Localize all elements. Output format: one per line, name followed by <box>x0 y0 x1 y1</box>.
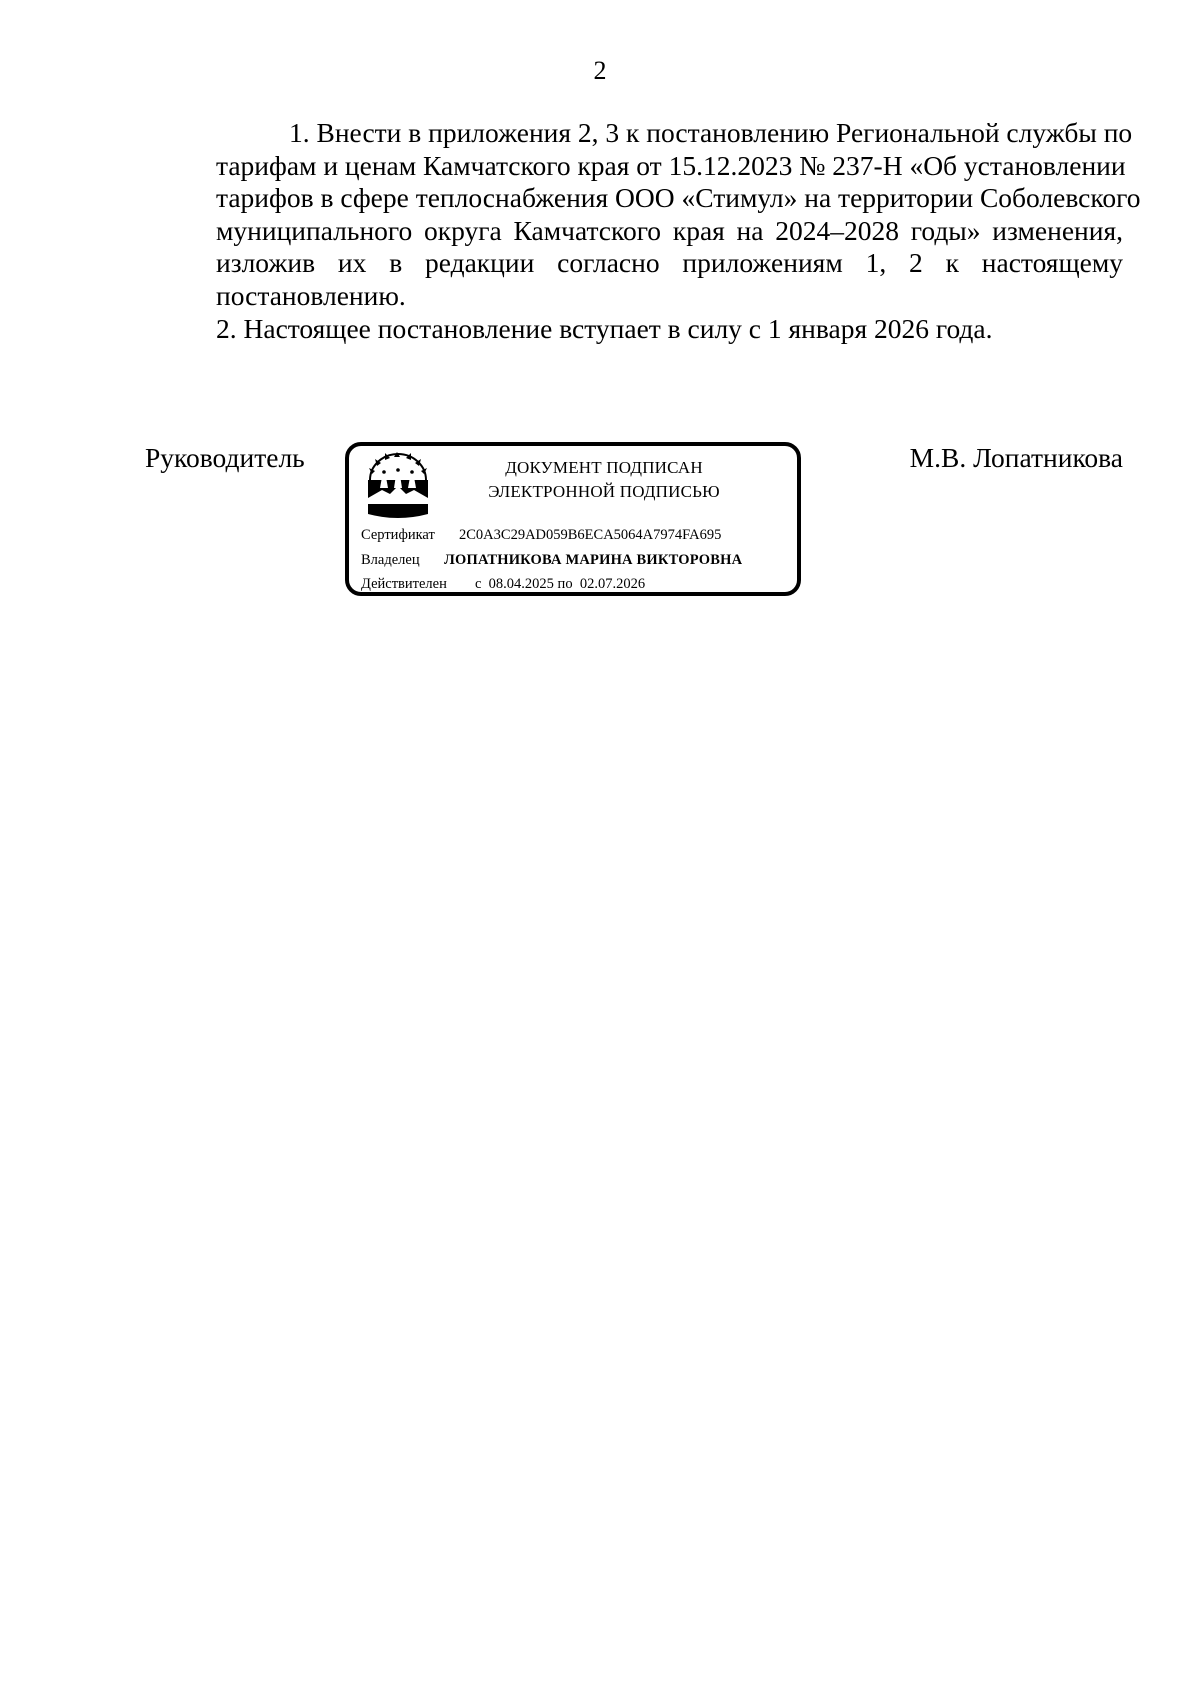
paragraph-1-line: 1. Внести в приложения 2, 3 к постановлению Региональной службы по <box>289 117 1133 148</box>
stamp-owner-row <box>361 551 742 569</box>
paragraph-2: 2. Настоящее постановление вступает в силу с 1 января 2026 года. <box>216 312 993 344</box>
signatory-name: М.В. Лопатникова <box>909 442 1123 473</box>
stamp-title <box>449 456 759 504</box>
stamp-title-line-1: ДОКУМЕНТ ПОДПИСАН <box>505 458 703 477</box>
owner-label: Владелец <box>361 552 420 568</box>
signatory-role: Руководитель <box>145 442 305 473</box>
validity-label: Действителен <box>361 576 447 592</box>
certificate-value: 2C0A3C29AD059B6ECA5064A7974FA695 <box>459 527 722 543</box>
validity-value: с 08.04.2025 по 02.07.2026 <box>475 576 646 592</box>
paragraph-1-line: тарифам и ценам Камчатского края от 15.12.2023 № 237-Н «Об установлении <box>216 149 1126 181</box>
certificate-label: Сертификат <box>361 527 435 543</box>
paragraph-1-line: тарифов в сфере теплоснабжения ООО «Стимул» на территории Соболевского <box>216 182 1141 214</box>
owner-value: ЛОПАТНИКОВА МАРИНА ВИКТОРОВНА <box>444 552 743 568</box>
paragraph-1-line: изложив их в редакции согласно приложениям 1, 2 к настоящему <box>216 247 1123 279</box>
document-body <box>143 117 1141 345</box>
stamp-validity-row <box>361 575 645 593</box>
page-number: 2 <box>593 56 607 85</box>
paragraph-1 <box>143 117 1141 313</box>
paragraph-1-line: муниципального округа Камчатского края на 2024–2028 годы» изменения, <box>216 214 1123 246</box>
kamchatka-coat-of-arms-icon <box>364 452 432 522</box>
stamp-title-line-2: ЭЛЕКТРОННОЙ ПОДПИСЬЮ <box>488 482 720 501</box>
electronic-signature-stamp <box>345 442 801 596</box>
stamp-certificate-row <box>361 526 721 544</box>
paragraph-1-line: постановлению. <box>216 279 406 311</box>
